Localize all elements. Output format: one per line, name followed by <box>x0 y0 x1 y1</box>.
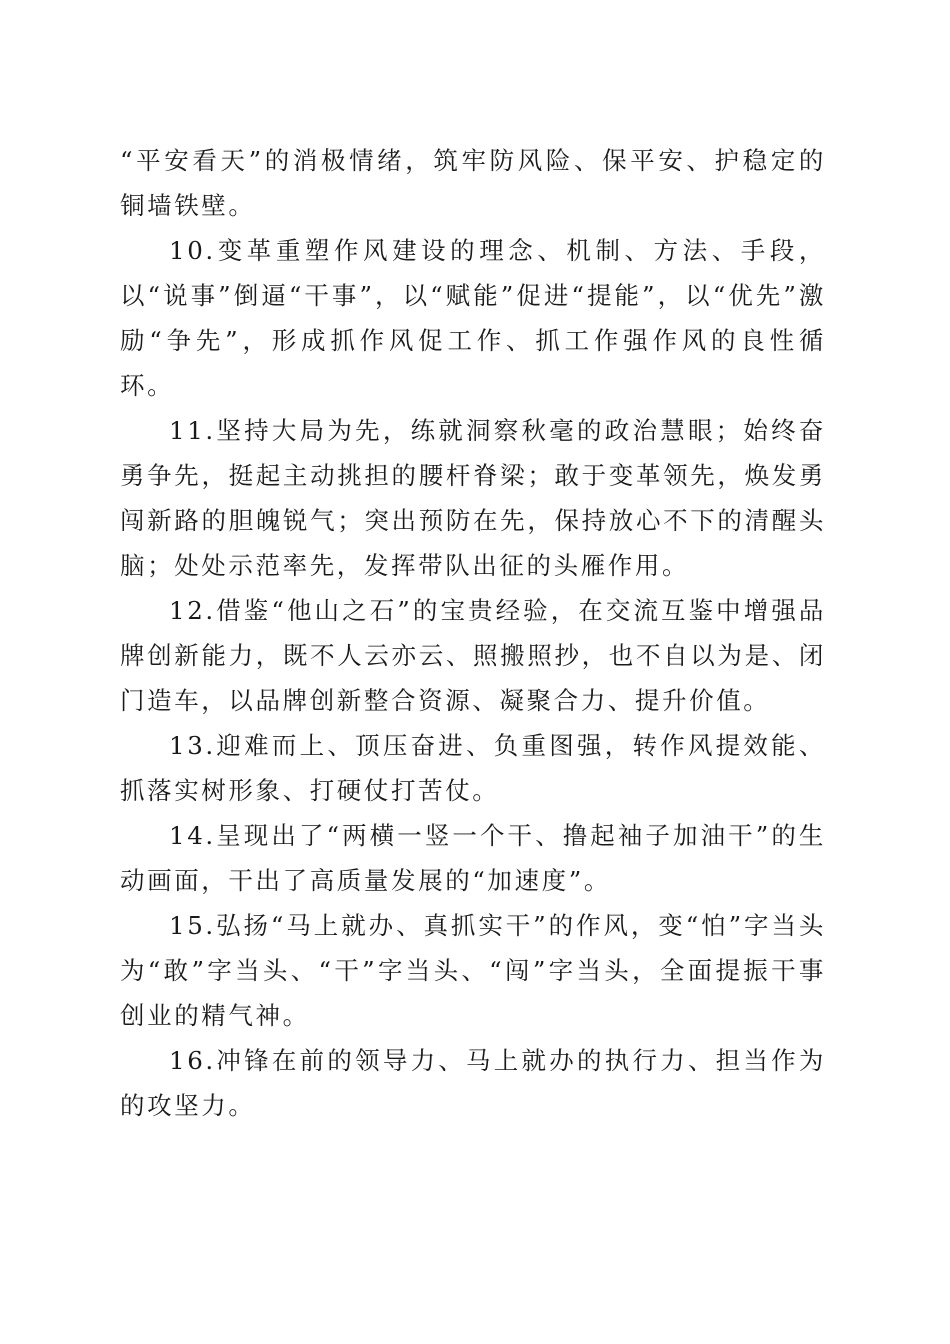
paragraph-item-11: 11.坚持大局为先，练就洞察秋毫的政治慧眼；始终奋勇争先，挺起主动挑担的腰杆脊梁；敢于变革领先，焕发勇闯新路的胆魄锐气；突出预防在先，保持放心不下的清醒头脑；处处示范率先，发挥带队出征的头雁作用。 <box>120 416 826 580</box>
document-body <box>120 138 826 1128</box>
paragraph-continued: “平安看天”的消极情绪，筑牢防风险、保平安、护稳定的铜墙铁壁。 <box>120 146 826 220</box>
paragraph-item-13: 13.迎难而上、顶压奋进、负重图强，转作风提效能、抓落实树形象、打硬仗打苦仗。 <box>120 731 826 805</box>
paragraph-item-10: 10.变革重塑作风建设的理念、机制、方法、手段，以“说事”倒逼“干事”，以“赋能”促进“提能”，以“优先”激励“争先”，形成抓作风促工作、抓工作强作风的良性循环。 <box>120 236 826 400</box>
paragraph-item-16: 16.冲锋在前的领导力、马上就办的执行力、担当作为的攻坚力。 <box>120 1046 826 1120</box>
paragraph-item-15: 15.弘扬“马上就办、真抓实干”的作风，变“怕”字当头为“敢”字当头、“干”字当头、“闯”字当头，全面提振干事创业的精气神。 <box>120 911 826 1030</box>
paragraph-item-12: 12.借鉴“他山之石”的宝贵经验，在交流互鉴中增强品牌创新能力，既不人云亦云、照搬照抄，也不自以为是、闭门造车，以品牌创新整合资源、凝聚合力、提升价值。 <box>120 596 826 715</box>
paragraph-item-14: 14.呈现出了“两横一竖一个干、撸起袖子加油干”的生动画面，干出了高质量发展的“加速度”。 <box>120 821 826 895</box>
